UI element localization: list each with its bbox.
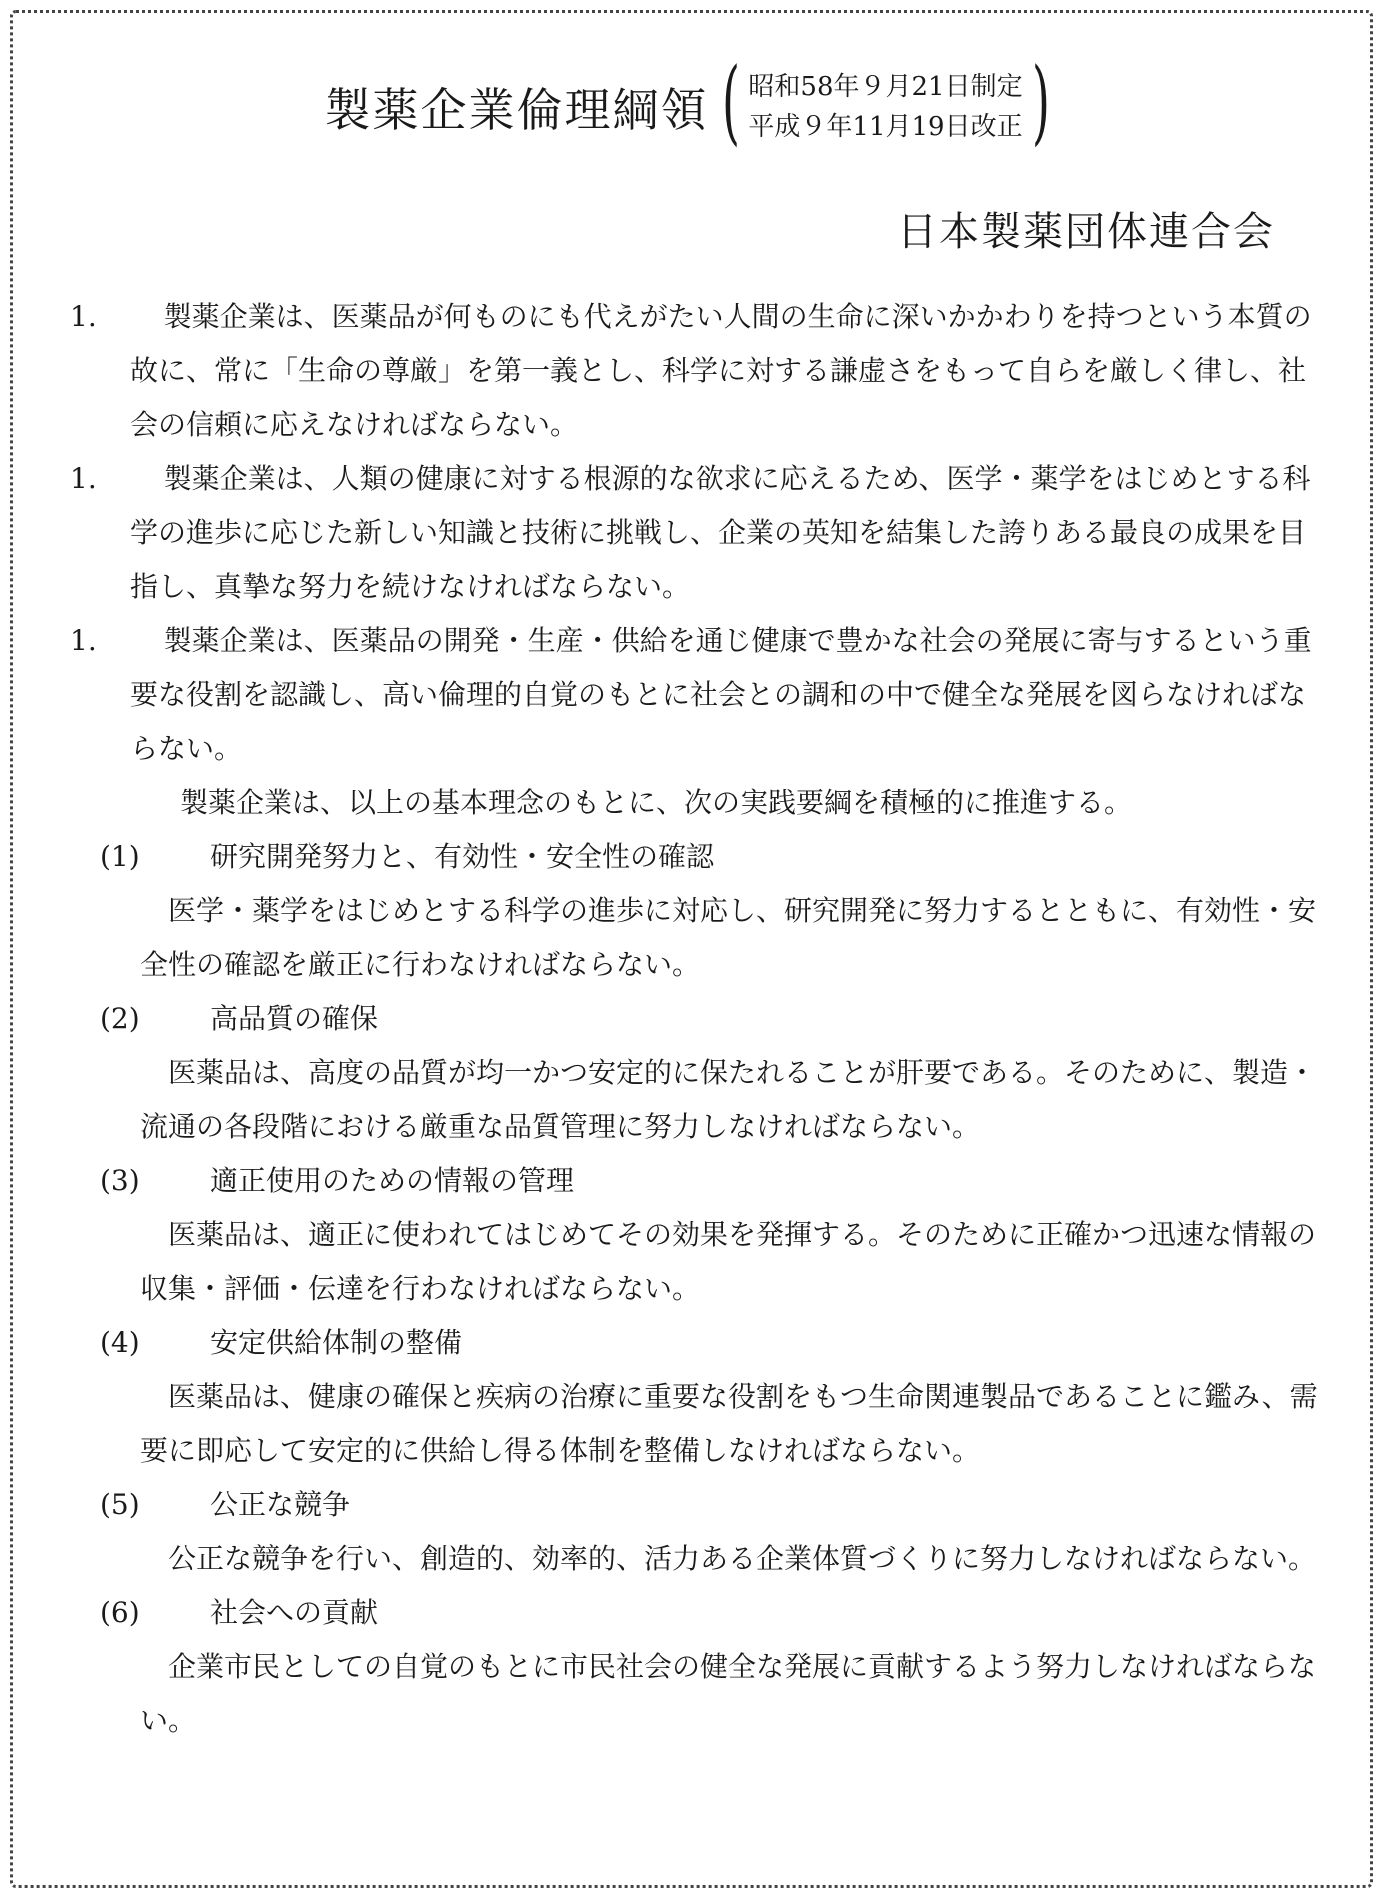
item-number: (3) (100, 1164, 140, 1197)
date-lines (748, 67, 1022, 147)
principle-number: 1. (70, 300, 97, 333)
revised-date: 平成９年11月19日改正 (748, 112, 1023, 142)
practice-item-3 (70, 1154, 1320, 1316)
date-annotation (713, 48, 1059, 155)
principle-text: 製薬企業は、医薬品が何ものにも代えがたい人間の生命に深いかかわりを持つという本質の故に、常に「生命の尊厳」を第一義とし、科学に対する謙虚さをもって自らを厳しく律し、社会の信頼に応えなければならない。 (130, 300, 1312, 441)
item-body: 医学・薬学をはじめとする科学の進歩に対応し、研究開発に努力するとともに、有効性・安全性の確認を厳正に行わなければならない。 (140, 894, 1317, 981)
principle-1 (70, 290, 1320, 452)
principle-text: 製薬企業は、人類の健康に対する根源的な欲求に応えるため、医学・薬学をはじめとする科学の進歩に応じた新しい知識と技術に挑戦し、企業の英知を結集した誇りある最良の成果を目指し、真摯な努力を続けなければならない。 (130, 462, 1311, 603)
item-body: 医薬品は、高度の品質が均一かつ安定的に保たれることが肝要である。そのために、製造・流通の各段階における厳重な品質管理に努力しなければならない。 (140, 1056, 1317, 1143)
item-body: 医薬品は、健康の確保と疾病の治療に重要な役割をもつ生命関連製品であることに鑑み、需要に即応して安定的に供給し得る体制を整備しなければならない。 (140, 1380, 1318, 1467)
item-heading: 研究開発努力と、有効性・安全性の確認 (210, 840, 715, 873)
item-heading: 安定供給体制の整備 (210, 1326, 463, 1359)
left-paren: ( (721, 48, 740, 155)
principle-text: 製薬企業は、医薬品の開発・生産・供給を通じ健康で豊かな社会の発展に寄与するという重要な役割を認識し、高い倫理的自覚のもとに社会との調和の中で健全な発展を図らなければならない。 (130, 624, 1312, 765)
practice-item-6 (70, 1586, 1320, 1748)
principle-number: 1. (70, 624, 97, 657)
established-date: 昭和58年９月21日制定 (748, 72, 1023, 102)
principle-2 (70, 452, 1320, 614)
item-number: (1) (100, 840, 140, 873)
item-heading: 社会への貢献 (210, 1596, 379, 1629)
title-row (0, 48, 1383, 155)
document-title: 製薬企業倫理綱領 (324, 83, 709, 137)
right-paren: ) (1031, 48, 1050, 155)
item-number: (4) (100, 1326, 140, 1359)
item-body: 企業市民としての自覚のもとに市民社会の健全な発展に貢献するよう努力しなければならない。 (140, 1650, 1317, 1737)
item-body: 公正な競争を行い、創造的、効率的、活力ある企業体質づくりに努力しなければならない。 (168, 1542, 1317, 1575)
practice-intro: 製薬企業は、以上の基本理念のもとに、次の実践要綱を積極的に推進する。 (180, 786, 1133, 819)
practice-item-5 (70, 1478, 1320, 1586)
organization-name: 日本製薬団体連合会 (897, 209, 1275, 255)
item-number: (2) (100, 1002, 140, 1035)
practice-item-1 (70, 830, 1320, 992)
practice-item-2 (70, 992, 1320, 1154)
item-heading: 公正な競争 (210, 1488, 351, 1521)
document-body (70, 290, 1320, 1748)
item-body: 医薬品は、適正に使われてはじめてその効果を発揮する。そのために正確かつ迅速な情報の収集・評価・伝達を行わなければならない。 (140, 1218, 1317, 1305)
principle-number: 1. (70, 462, 97, 495)
item-heading: 高品質の確保 (210, 1002, 379, 1035)
item-heading: 適正使用のための情報の管理 (210, 1164, 575, 1197)
practice-item-4 (70, 1316, 1320, 1478)
principle-3 (70, 614, 1320, 776)
item-number: (6) (100, 1596, 140, 1629)
item-number: (5) (100, 1488, 140, 1521)
